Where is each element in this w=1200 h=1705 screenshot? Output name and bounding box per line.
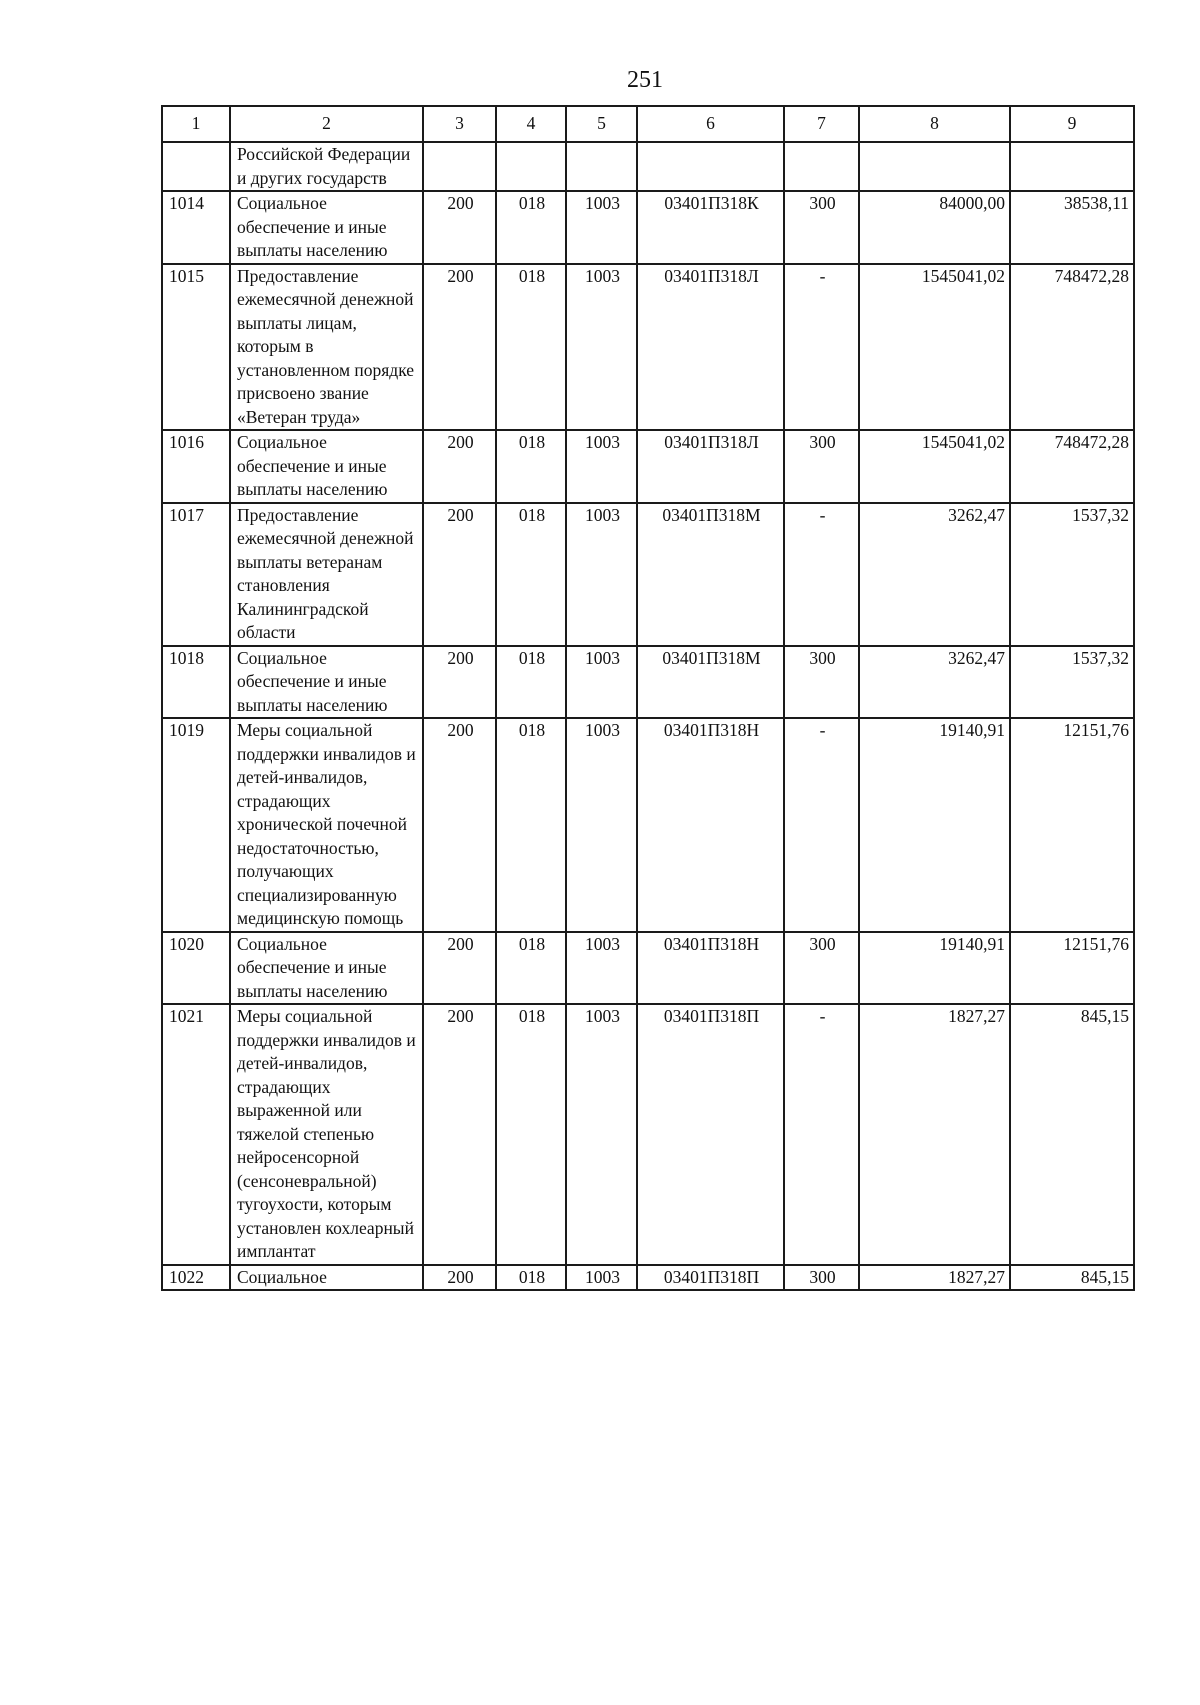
row-col-9: 12151,76 <box>1010 932 1134 1005</box>
row-col-9: 1537,32 <box>1010 503 1134 646</box>
table-row <box>162 932 1134 1005</box>
row-col-7: 300 <box>784 932 859 1005</box>
row-number: 1018 <box>162 646 230 719</box>
row-col-9: 845,15 <box>1010 1004 1134 1265</box>
row-col-5: 1003 <box>566 191 637 264</box>
table-header <box>162 106 1134 142</box>
row-col-8: 1827,27 <box>859 1004 1010 1265</box>
row-number: 1020 <box>162 932 230 1005</box>
row-col-9 <box>1010 142 1134 191</box>
row-number <box>162 142 230 191</box>
row-col-5: 1003 <box>566 1265 637 1291</box>
row-col-4 <box>496 142 566 191</box>
table-row <box>162 430 1134 503</box>
row-col-5: 1003 <box>566 503 637 646</box>
row-name: Предоставление ежемесячной денежной выплаты лицам, которым в установленном порядке присвоено звание «Ветеран труда» <box>230 264 423 431</box>
row-col-3: 200 <box>423 503 496 646</box>
row-col-3: 200 <box>423 1265 496 1291</box>
row-col-4: 018 <box>496 264 566 431</box>
header-cell-8: 8 <box>859 106 1010 142</box>
row-col-4: 018 <box>496 430 566 503</box>
row-col-8: 1545041,02 <box>859 264 1010 431</box>
table-row <box>162 718 1134 932</box>
row-col-3: 200 <box>423 191 496 264</box>
page-number: 251 <box>627 67 663 93</box>
row-col-5: 1003 <box>566 932 637 1005</box>
row-col-3: 200 <box>423 932 496 1005</box>
row-name: Социальное обеспечение и иные выплаты населению <box>230 430 423 503</box>
table-row <box>162 1004 1134 1265</box>
row-col-6: 03401П318Л <box>637 264 784 431</box>
row-col-4: 018 <box>496 1004 566 1265</box>
row-col-3: 200 <box>423 1004 496 1265</box>
row-col-4: 018 <box>496 718 566 932</box>
row-name: Социальное <box>230 1265 423 1291</box>
row-number: 1015 <box>162 264 230 431</box>
row-col-7: - <box>784 1004 859 1265</box>
row-col-8: 1545041,02 <box>859 430 1010 503</box>
row-number: 1014 <box>162 191 230 264</box>
row-col-9: 845,15 <box>1010 1265 1134 1291</box>
row-col-6: 03401П318Л <box>637 430 784 503</box>
row-name: Меры социальной поддержки инвалидов и детей-инвалидов, страдающих хронической почечной недостаточностью, получающих специализированную медицинскую помощь <box>230 718 423 932</box>
table-row <box>162 264 1134 431</box>
row-col-4: 018 <box>496 191 566 264</box>
row-col-3: 200 <box>423 646 496 719</box>
table-row <box>162 646 1134 719</box>
row-col-3: 200 <box>423 430 496 503</box>
row-name: Социальное обеспечение и иные выплаты населению <box>230 191 423 264</box>
header-cell-6: 6 <box>637 106 784 142</box>
row-col-5 <box>566 142 637 191</box>
row-number: 1019 <box>162 718 230 932</box>
row-name: Российской Федерации и других государств <box>230 142 423 191</box>
row-col-7: - <box>784 718 859 932</box>
row-col-3: 200 <box>423 718 496 932</box>
table-row <box>162 191 1134 264</box>
row-col-5: 1003 <box>566 1004 637 1265</box>
row-col-6: 03401П318К <box>637 191 784 264</box>
row-col-6: 03401П318П <box>637 1265 784 1291</box>
header-cell-3: 3 <box>423 106 496 142</box>
row-col-5: 1003 <box>566 646 637 719</box>
row-number: 1017 <box>162 503 230 646</box>
row-col-6 <box>637 142 784 191</box>
header-cell-7: 7 <box>784 106 859 142</box>
row-col-7: - <box>784 264 859 431</box>
table-row <box>162 142 1134 191</box>
row-col-8: 19140,91 <box>859 932 1010 1005</box>
row-col-4: 018 <box>496 503 566 646</box>
row-col-6: 03401П318М <box>637 646 784 719</box>
row-col-9: 1537,32 <box>1010 646 1134 719</box>
row-col-8: 1827,27 <box>859 1265 1010 1291</box>
header-cell-9: 9 <box>1010 106 1134 142</box>
row-col-5: 1003 <box>566 718 637 932</box>
header-cell-5: 5 <box>566 106 637 142</box>
row-col-3: 200 <box>423 264 496 431</box>
row-col-8: 19140,91 <box>859 718 1010 932</box>
row-col-5: 1003 <box>566 264 637 431</box>
row-col-7 <box>784 142 859 191</box>
row-number: 1021 <box>162 1004 230 1265</box>
header-cell-2: 2 <box>230 106 423 142</box>
row-col-7: 300 <box>784 646 859 719</box>
row-number: 1022 <box>162 1265 230 1291</box>
budget-table <box>161 105 1135 1291</box>
row-col-6: 03401П318М <box>637 503 784 646</box>
row-col-7: 300 <box>784 191 859 264</box>
row-col-8: 3262,47 <box>859 503 1010 646</box>
row-col-8: 3262,47 <box>859 646 1010 719</box>
row-col-7: - <box>784 503 859 646</box>
row-name: Социальное обеспечение и иные выплаты населению <box>230 932 423 1005</box>
row-col-5: 1003 <box>566 430 637 503</box>
header-cell-4: 4 <box>496 106 566 142</box>
row-col-4: 018 <box>496 932 566 1005</box>
row-col-9: 12151,76 <box>1010 718 1134 932</box>
row-col-4: 018 <box>496 1265 566 1291</box>
row-number: 1016 <box>162 430 230 503</box>
row-col-8 <box>859 142 1010 191</box>
row-col-7: 300 <box>784 430 859 503</box>
table-body <box>162 142 1134 1290</box>
row-col-4: 018 <box>496 646 566 719</box>
row-name: Предоставление ежемесячной денежной выплаты ветеранам становления Калининградской области <box>230 503 423 646</box>
row-col-9: 748472,28 <box>1010 430 1134 503</box>
row-name: Меры социальной поддержки инвалидов и детей-инвалидов, страдающих выраженной или тяжелой степенью нейросенсорной (сенсоневральной) тугоухости, которым установлен кохлеарный имплантат <box>230 1004 423 1265</box>
row-col-6: 03401П318П <box>637 1004 784 1265</box>
header-row <box>162 106 1134 142</box>
row-name: Социальное обеспечение и иные выплаты населению <box>230 646 423 719</box>
row-col-9: 748472,28 <box>1010 264 1134 431</box>
row-col-6: 03401П318Н <box>637 718 784 932</box>
row-col-7: 300 <box>784 1265 859 1291</box>
row-col-6: 03401П318Н <box>637 932 784 1005</box>
table-row <box>162 503 1134 646</box>
row-col-3 <box>423 142 496 191</box>
header-cell-1: 1 <box>162 106 230 142</box>
row-col-9: 38538,11 <box>1010 191 1134 264</box>
table-row <box>162 1265 1134 1291</box>
row-col-8: 84000,00 <box>859 191 1010 264</box>
